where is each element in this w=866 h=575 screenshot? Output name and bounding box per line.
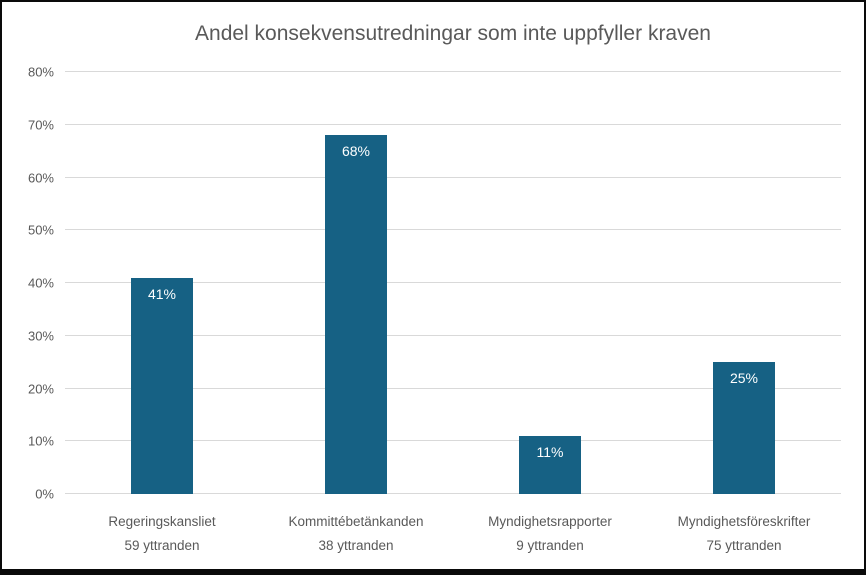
gridline <box>65 71 841 72</box>
gridline <box>65 177 841 178</box>
category-name: Myndighetsföreskrifter <box>677 514 811 529</box>
y-tick-label: 70% <box>27 117 54 133</box>
category-count: 59 yttranden <box>124 538 200 553</box>
x-axis <box>65 510 841 558</box>
category-name: Myndighetsrapporter <box>488 514 612 529</box>
plot-area <box>65 72 841 494</box>
y-tick-label: 60% <box>27 170 54 185</box>
category-name: Kommittébetänkanden <box>288 514 424 529</box>
category-label <box>259 510 453 558</box>
gridline <box>65 124 841 125</box>
bar-value-label: 68% <box>341 143 371 160</box>
category-count: 38 yttranden <box>318 538 394 553</box>
bar-value-label: 25% <box>729 370 759 387</box>
bar-2 <box>325 135 387 494</box>
y-tick-label: 50% <box>27 222 54 238</box>
bar-value-label: 11% <box>536 443 564 460</box>
bar-3 <box>519 436 581 494</box>
category-label <box>65 510 259 558</box>
y-tick-label: 80% <box>27 64 54 80</box>
bar-value-label: 41% <box>147 285 177 302</box>
bar-1 <box>131 278 193 494</box>
y-tick-label: 40% <box>27 275 54 291</box>
bar-4 <box>713 362 775 494</box>
category-count: 9 yttranden <box>516 538 584 553</box>
category-label <box>453 510 647 558</box>
chart-title: Andel konsekvensutredningar som inte uppfyller kraven <box>195 22 711 45</box>
gridline <box>65 229 841 230</box>
category-label <box>647 510 841 558</box>
y-tick-label: 0% <box>35 486 54 502</box>
y-tick-label: 10% <box>27 433 54 449</box>
category-count: 75 yttranden <box>706 538 782 553</box>
category-name: Regeringskansliet <box>108 514 216 529</box>
y-tick-label: 30% <box>27 328 54 344</box>
y-tick-label: 20% <box>27 381 54 396</box>
y-axis <box>2 64 54 502</box>
